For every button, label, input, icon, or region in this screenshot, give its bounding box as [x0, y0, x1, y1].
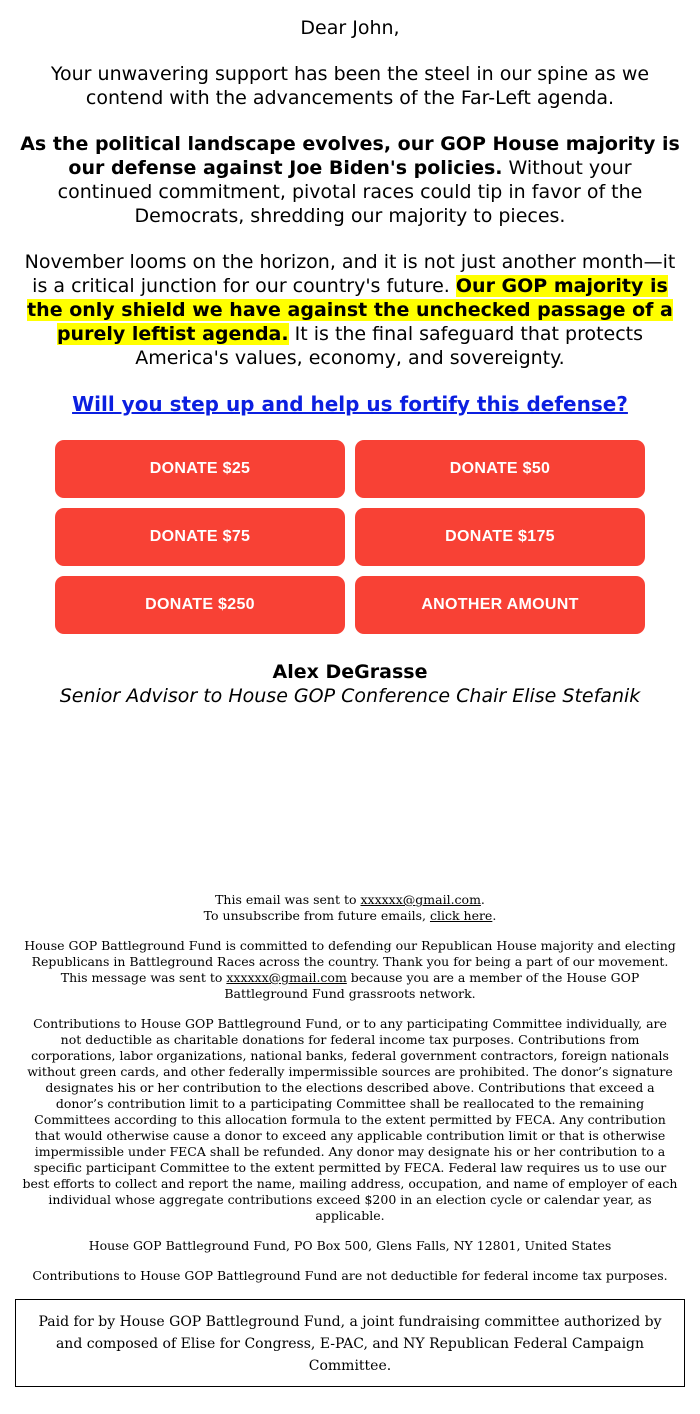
- legal-disclaimer: Contributions to House GOP Battleground Fund, or to any participating Committee individually, are not deductible as charitable donations for federal income tax purposes. Contributions from corporations, labor organizations, national banks, federal government contractors, foreign nationals without green cards, and other federally impermissible sources are prohibited. The donor’s signature designates his or her contribution to the elections described above. Contributions that exceed a donor’s contribution limit to a participating Committee shall be reallocated to the remaining Committees according to this allocation formula to the extent permitted by FECA. Any contribution that would otherwise cause a donor to exceed any applicable contribution limit or that is otherwise impermissible under FECA shall be refunded. Any donor may designate his or her contribution to a specific participant Committee to the extent permitted by FECA. Federal law requires us to use our best efforts to collect and report the name, mailing address, occupation, and name of employer of each individual whose aggregate contributions exceed $200 in an election cycle or calendar year, as applicable.: [22, 1016, 678, 1223]
- about-email-link[interactable]: xxxxxx@gmail.com: [226, 970, 347, 985]
- cta-paragraph: [20, 392, 680, 416]
- intro-paragraph: Your unwavering support has been the steel in our spine as we contend with the advancements of the Far-Left agenda.: [50, 63, 650, 109]
- fortify-defense-link[interactable]: Will you step up and help us fortify this defense?: [72, 392, 628, 416]
- unsubscribe-suffix: .: [492, 908, 497, 923]
- mailing-address: House GOP Battleground Fund, PO Box 500, Glens Falls, NY 12801, United States: [88, 1238, 612, 1253]
- signature-name: Alex DeGrasse: [272, 661, 428, 683]
- majority-paragraph: [20, 132, 680, 228]
- unsubscribe-line: [22, 908, 678, 924]
- greeting: Dear John,: [300, 17, 400, 39]
- footer: [0, 892, 700, 1284]
- not-deductible-notice: Contributions to House GOP Battleground Fund are not deductible for federal income tax purposes.: [32, 1268, 668, 1283]
- donate-250-button[interactable]: DONATE $250: [55, 576, 345, 634]
- signature-title: Senior Advisor to House GOP Conference Chair Elise Stefanik: [59, 685, 641, 707]
- about-post-text: because you are a member of the House GOP Battleground Fund grassroots network.: [224, 970, 640, 1001]
- majority-bold-text: As the political landscape evolves, our GOP House majority is our defense against Joe Biden's policies.: [20, 133, 680, 179]
- sent-to-email-link[interactable]: xxxxxx@gmail.com: [360, 892, 481, 907]
- november-paragraph: [20, 250, 680, 370]
- email-body: [0, 16, 700, 708]
- sent-to-line: [22, 892, 678, 908]
- highlighted-text: Our GOP majority is the only shield we have against the unchecked passage of a purely leftist agenda.: [27, 275, 673, 345]
- about-paragraph: [22, 938, 678, 1002]
- november-end-text: It is the final safeguard that protects America's values, economy, and sovereignty.: [135, 323, 644, 369]
- donate-175-button[interactable]: DONATE $175: [355, 508, 645, 566]
- donate-button-grid: [20, 440, 680, 634]
- another-amount-button[interactable]: ANOTHER AMOUNT: [355, 576, 645, 634]
- majority-rest-text: Without your continued commitment, pivotal races could tip in favor of the Democrats, shredding our majority to pieces.: [57, 157, 643, 227]
- about-pre-text: House GOP Battleground Fund is committed to defending our Republican House majority and electing Republicans in Battleground Races across the country. Thank you for being a part of our movement. This message was sent to: [24, 938, 676, 985]
- paid-for-box: Paid for by House GOP Battleground Fund, a joint fundraising committee authorized by and composed of Elise for Congress, E-PAC, and NY Republican Federal Campaign Committee.: [15, 1299, 685, 1387]
- unsubscribe-link[interactable]: click here: [429, 908, 493, 923]
- sent-to-prefix: This email was sent to: [215, 892, 361, 907]
- donate-75-button[interactable]: DONATE $75: [55, 508, 345, 566]
- donate-50-button[interactable]: DONATE $50: [355, 440, 645, 498]
- donate-25-button[interactable]: DONATE $25: [55, 440, 345, 498]
- november-start-text: November looms on the horizon, and it is not just another month—it is a critical junction for our country's future.: [24, 251, 676, 297]
- sent-to-suffix: .: [480, 892, 485, 907]
- unsubscribe-prefix: To unsubscribe from future emails,: [203, 908, 430, 923]
